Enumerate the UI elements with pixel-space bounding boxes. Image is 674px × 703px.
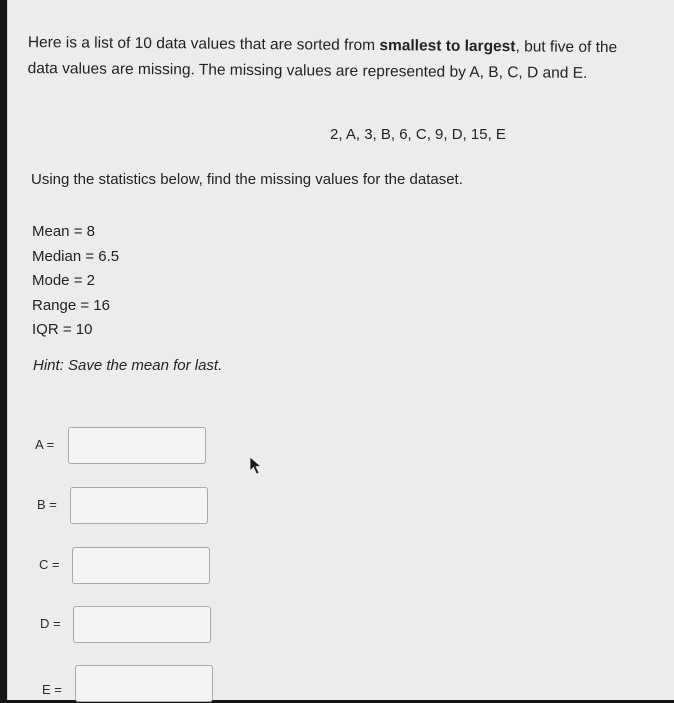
stat-median: Median = 6.5 — [32, 247, 120, 265]
question-intro — [28, 30, 618, 87]
answer-input-e[interactable] — [75, 665, 213, 702]
intro-line1-part1: Here is a list of 10 data values that are sorted from — [27, 33, 380, 55]
statistics-list — [32, 223, 119, 346]
instruction-text: Using the statistics below, find the missing values for the dataset. — [31, 171, 463, 188]
intro-bold-phrase: smallest to largest — [379, 37, 516, 56]
answer-label-a: A = — [35, 437, 55, 452]
data-sequence: 2, A, 3, B, 6, C, 9, D, 15, E — [330, 126, 506, 143]
stat-mean: Mean = 8 — [32, 223, 95, 240]
answer-input-a[interactable] — [68, 427, 206, 464]
question-page — [7, 0, 674, 700]
mouse-pointer-icon — [248, 456, 264, 476]
answer-input-b[interactable] — [70, 487, 208, 524]
answer-input-c[interactable] — [72, 547, 210, 584]
intro-line2: data values are missing. The missing values are represented by A, B, C, D and E. — [27, 59, 588, 82]
stat-range: Range = 16 — [32, 296, 110, 314]
answer-label-b: B = — [37, 497, 57, 512]
intro-line1-part2: , but five of the — [515, 38, 618, 57]
hint-text: Hint: Save the mean for last. — [33, 357, 223, 374]
stat-iqr: IQR = 10 — [32, 321, 93, 338]
answer-input-d[interactable] — [73, 606, 211, 643]
answer-label-e: E = — [42, 682, 62, 697]
answer-label-c: C = — [39, 557, 60, 572]
answer-label-d: D = — [40, 616, 61, 631]
stat-mode: Mode = 2 — [32, 272, 95, 289]
